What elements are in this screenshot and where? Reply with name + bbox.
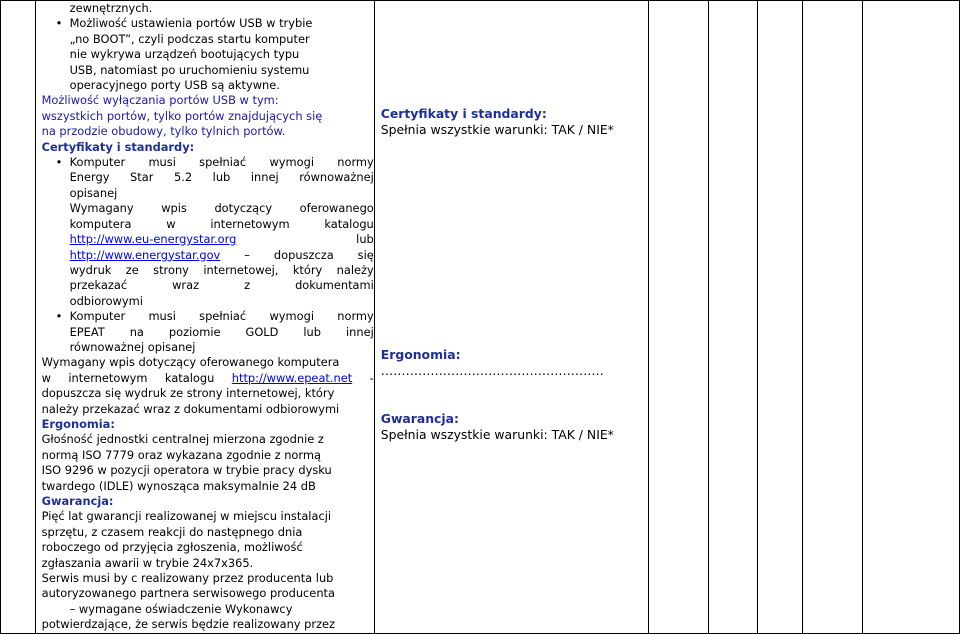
text-span: - [369, 370, 374, 385]
text-span: lub [356, 232, 374, 247]
bullet-line: opisanej [69, 185, 118, 200]
offer-ergo-block [381, 347, 604, 379]
text-line: zgłaszania awarii w trybie 24x7x365. [41, 555, 254, 570]
text-line: dopuszcza się wydruk ze strony internetowej, który [41, 386, 335, 401]
warranty-header: Gwarancja: [41, 494, 114, 508]
text-line: przekazać wraz z dokumentami [69, 278, 374, 293]
requirements-cell [35, 1, 374, 634]
offer-cert-header: Certyfikaty i standardy: [380, 106, 547, 121]
table-row [1, 1, 960, 634]
energystar-eu-link[interactable]: http://www.eu-energystar.org [69, 232, 237, 247]
requirements-text [36, 1, 374, 633]
text-line: należy przekazać wraz z dokumentami odbiorowymi [41, 401, 340, 416]
bullet-line: • Komputer musi spełniać wymogi normy [42, 309, 374, 324]
offer-warranty-value: Spełnia wszystkie warunki: TAK / NIE* [380, 427, 614, 442]
link-line [42, 371, 374, 386]
text-line: Serwis musi by c realizowany przez producenta lub [41, 571, 334, 586]
epeat-link[interactable]: http://www.epeat.net [231, 370, 353, 385]
offer-warranty-header: Gwarancja: [380, 411, 459, 426]
usb-disable-line: na przodzie obudowy, tylko tylnich portów. [41, 124, 286, 139]
text-line: Głośność jednostki centralnej mierzona zgodnie z [41, 432, 324, 447]
empty-cell [648, 1, 708, 634]
text-line: Pięć lat gwarancji realizowanej w miejscu instalacji [41, 509, 332, 524]
text-line: twardego (IDLE) wynosząca maksymalnie 24 dB [41, 478, 316, 493]
text-line: roboczego od przyjęcia zgłoszenia, możliwość [41, 540, 303, 555]
energystar-gov-link[interactable]: http://www.energystar.gov [69, 247, 221, 262]
bullet-line: • Komputer musi spełniać wymogi normy [42, 155, 374, 170]
text-line: autoryzowanego partnera serwisowego producenta [41, 586, 335, 601]
offer-cert-value: Spełnia wszystkie warunki: TAK / NIE* [380, 122, 614, 137]
link-line [42, 232, 374, 247]
empty-cell [802, 1, 862, 634]
offer-warranty-block [381, 411, 614, 443]
text-line: komputera w internetowym katalogu [69, 216, 374, 231]
bullet-line: • Możliwość ustawienia portów USB w trybie [42, 16, 374, 31]
text-span: – dopuszcza się [244, 247, 374, 262]
text-line: normą ISO 7779 oraz wykazana zgodnie z normą [41, 447, 321, 462]
text-line: odbiorowymi [69, 293, 143, 308]
offer-cell [374, 1, 648, 634]
bullet-line: EPEAT na poziomie GOLD lub innej [69, 324, 374, 339]
text-line: zewnętrznych. [69, 1, 153, 15]
index-cell [1, 1, 36, 634]
offer-ergo-header: Ergonomia: [380, 347, 461, 362]
usb-disable-line: wszystkich portów, tylko portów znajdujących się [41, 108, 323, 123]
empty-cell [863, 1, 960, 634]
bullet-line: Energy Star 5.2 lub innej równoważnej [69, 170, 374, 185]
offer-ergo-value: ……………………………………………… [380, 363, 604, 378]
text-line: ISO 9296 w pozycji operatora w trybie pracy dysku [41, 463, 332, 478]
empty-cell [708, 1, 757, 634]
usb-disable-line: Możliwość wyłączania portów USB w tym: [41, 93, 279, 108]
bullet-line: równoważnej opisanej [69, 339, 196, 354]
text-line: sprzętu, z czasem reakcji do następnego dnia [41, 524, 303, 539]
bullet-line: operacyjnego porty USB są aktywne. [69, 78, 280, 93]
offer-cert-block [381, 106, 614, 138]
text-line: – wymagane oświadczenie Wykonawcy [69, 601, 293, 616]
bullet-line: USB, natomiast po uruchomieniu systemu [69, 62, 310, 77]
bullet-line: „no BOOT”, czyli podczas startu komputer [69, 31, 310, 46]
link-line [42, 248, 374, 263]
ergo-header: Ergonomia: [41, 416, 115, 431]
empty-cell [758, 1, 802, 634]
bullet-line: nie wykrywa urządzeń bootujących typu [69, 47, 300, 62]
text-line: potwierdzające, że serwis będzie realizowany przez [41, 617, 336, 632]
text-line: Wymagany wpis dotyczący oferowanego [69, 201, 374, 216]
text-line: wydruk ze strony internetowej, który należy [69, 262, 374, 277]
text-span: w internetowym katalogu [41, 370, 215, 385]
text-line: Wymagany wpis dotyczący oferowanego komputera [41, 355, 340, 370]
cert-header: Certyfikaty i standardy: [41, 139, 195, 154]
